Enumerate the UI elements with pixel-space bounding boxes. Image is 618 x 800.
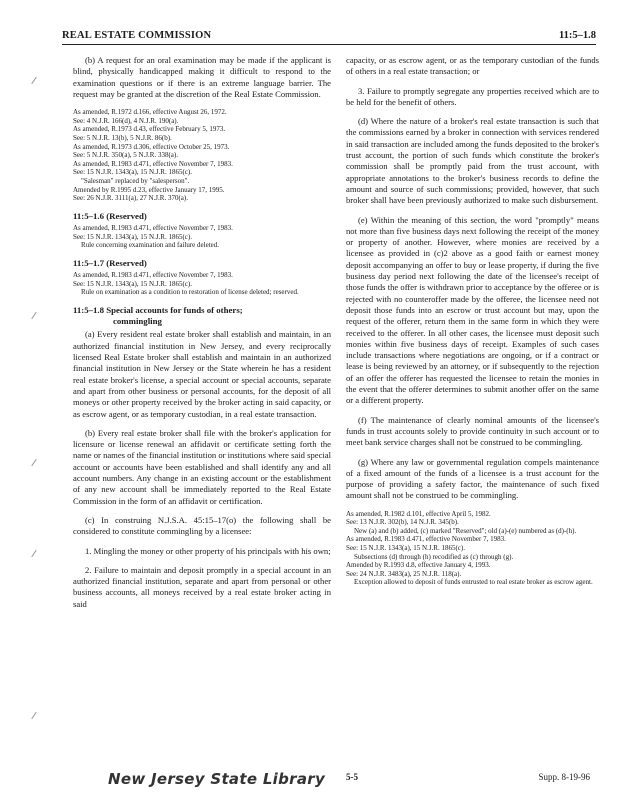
history-line: See: 15 N.J.R. 1343(a), 15 N.J.R. 1865(c). (73, 279, 192, 288)
history-line: See: 4 N.J.R. 166(d), 4 N.J.R. 190(a). (73, 116, 179, 125)
section-heading-1-6: 11:5–1.6 (Reserved) (73, 210, 147, 221)
paragraph-b: (b) Every real estate broker shall file with the broker's application for licensure or license renewal an affidavit or certificate setting forth the name or names of the financial institution or institutions where said special account or accounts have been established and shall identify any and all account numbers. Any change in an existing account or the establishment of any new account shall be immediately reported to the Real Estate Commission in the form of an affidavit or certification. (73, 427, 331, 506)
margin-mark (31, 550, 36, 557)
history-note (73, 108, 331, 203)
history-line: Amended by R.1995 d.23, effective January 17, 1995. (73, 185, 225, 194)
history-line: See: 26 N.J.R. 3111(a), 27 N.J.R. 370(a). (73, 194, 188, 203)
history-line: As amended, R.1973 d.306, effective October 25, 1973. (73, 142, 230, 151)
margin-mark (31, 712, 36, 719)
section-1-6-notes (73, 224, 331, 250)
history-line: See: 5 N.J.R. 350(a), 5 N.J.R. 338(a). (73, 151, 178, 160)
history-line: See: 15 N.J.R. 1343(a), 15 N.J.R. 1865(c). (73, 168, 192, 177)
section-title-line: commingling (113, 316, 162, 327)
margin-mark (31, 312, 36, 319)
paragraph-a: (a) Every resident real estate broker shall establish and maintain, in an authorized financial institution in New Jersey, and every reciprocally licensed Real Estate broker shall establish and maintain in an authorized financial institution in New Jersey or the State wherein he has a resident real estate broker's license, a special account or special accounts, separate and apart from other business or personal accounts, for the deposit of all moneys or other property received by the broker acting in said capacity, or as escrow agent, or as temporary custodian, in a real estate transaction. (73, 329, 331, 419)
header-section-number: 11:5–1.8 (558, 30, 596, 41)
paragraph-c: (c) In construing N.J.S.A. 45:15–17(o) the following shall be considered to constitute commingling by a licensee: (73, 514, 331, 537)
history-line: See: 13 N.J.R. 302(b), 14 N.J.R. 345(b). (346, 518, 459, 527)
history-line: As amended, R.1972 d.166, effective August 26, 1972. (73, 108, 227, 117)
continued-text: capacity, or as escrow agent, or as the temporary custodian of the funds of others in a real estate transaction; or (346, 55, 599, 77)
paragraph-g: (g) Where any law or governmental regulation compels maintenance of a fixed amount of the funds of a licensee is a trust account for the purpose of providing a safety factor, the maintenance of such fixed amount shall not be construed to be commingling. (346, 456, 599, 501)
history-line: Rule on examination as a condition to restoration of license deleted; reserved. (81, 288, 299, 297)
left-column (73, 55, 331, 618)
history-line: As amended, R.1983 d.471, effective November 7, 1983. (346, 535, 506, 544)
history-line: Amended by R.1993 d.8, effective January 4, 1993. (346, 561, 491, 570)
history-line: See: 15 N.J.R. 1343(a), 15 N.J.R. 1865(c). (346, 544, 465, 553)
supplement-date: Supp. 8-19-96 (538, 772, 590, 782)
history-line: "Salesman" replaced by "salesperson". (81, 176, 190, 185)
library-stamp: New Jersey State Library (108, 770, 326, 788)
paragraph-d: (d) Where the nature of a broker's real estate transaction is such that the commissions earned by a broker in connection with services rendered in said transaction are included among the funds deposited to the broker's trust account, the portion of such funds which constitute the broker's commission shall be promptly paid from the trust account, with appropriate annotations to the broker's business records to define the amount and source of such commissions; provided, however, that such broker shall have been previously authorized to make such disbursement. (346, 116, 599, 206)
history-line: See: 24 N.J.R. 3483(a), 25 N.J.R. 118(a). (346, 569, 462, 578)
history-line: As amended, R.1983 d.471, effective November 7, 1983. (73, 159, 233, 168)
history-note (346, 510, 599, 587)
history-line: Subsections (d) through (h) recodified as (c) through (g). (354, 552, 514, 561)
history-line: See: 15 N.J.R. 1343(a), 15 N.J.R. 1865(c). (73, 232, 192, 241)
list-item-1: 1. Mingling the money or other property of his principals with his own; (85, 545, 331, 556)
history-line: New (a) and (b) added, (c) marked "Reserved"; old (a)-(e) numbered as (d)-(h). (354, 526, 577, 535)
section-heading-1-7: 11:5–1.7 (Reserved) (73, 257, 147, 268)
paragraph-b-oral-exam: (b) A request for an oral examination may be made if the applicant is blind, physically handicapped making it difficult to respond to the examination questions or if there is an extreme language barrier. The request may be granted at the discretion of the Real Estate Commission. (73, 55, 331, 99)
page-number: 5-5 (346, 772, 358, 782)
history-line: Exception allowed to deposit of funds entrusted to real estate broker as escrow agent. (354, 578, 593, 587)
history-line: As amended, R.1983 d.471, effective November 7, 1983. (73, 224, 233, 233)
section-title-line: 11:5–1.8 Special accounts for funds of others; (73, 304, 243, 315)
history-line: As amended, R.1983 d.471, effective November 7, 1983. (73, 271, 233, 280)
paragraph-f: (f) The maintenance of clearly nominal amounts of the licensee's funds in trust accounts solely to provide continuity in such account or to meet bank service charges shall not be construed to be commingling. (346, 414, 599, 448)
right-column (346, 55, 599, 595)
history-line: See: 5 N.J.R. 13(b), 5 N.J.R. 86(b). (73, 133, 172, 142)
margin-mark (31, 77, 36, 84)
list-item-3: 3. Failure to promptly segregate any properties received which are to be held for the benefit of others. (346, 85, 599, 107)
margin-mark (31, 459, 36, 466)
section-heading-1-8 (73, 305, 331, 328)
list-item-2: 2. Failure to maintain and deposit promptly in a special account in an authorized financial institution, separate and apart from personal or other business accounts, all moneys received by a real estate broker acting in said (73, 564, 331, 609)
header-title: REAL ESTATE COMMISSION (62, 30, 212, 41)
paragraph-e: (e) Within the meaning of this section, the word "promptly" means not more than five business days next following the receipt of the money or property of another. However, where monies are received by a licensee as provided in (c)2 above as a good faith or earnest money deposit accompanying an offer to buy or lease property, if during the five business day period next following the date of the licensee's receipt of those funds the offer is withdrawn prior to acceptance by the offeree or is rejected with no counteroffer made by the offeree, the licensee need not deposit those funds into an escrow or trust account but may, upon the request of the offerer, return them in the same form in which they were received to the offerer. In all other cases, the licensee must deposit such monies within five business days of receipt. Examples of such cases include transactions where negotiations are ongoing, or if a contract or lease is being reviewed by an attorney, or if subsequently to the rejection of an offer the offerer has requested the licensee to retain the monies in the event that the offerer determines to submit another offer on the same or a different property. (346, 214, 599, 406)
history-line: Rule concerning examination and failure deleted. (81, 241, 220, 250)
history-line: As amended, R.1982 d.101, effective April 5, 1982. (346, 509, 491, 518)
section-1-7-notes (73, 271, 331, 297)
history-line: As amended, R.1973 d.43, effective February 5, 1973. (73, 125, 226, 134)
running-header (62, 30, 596, 45)
